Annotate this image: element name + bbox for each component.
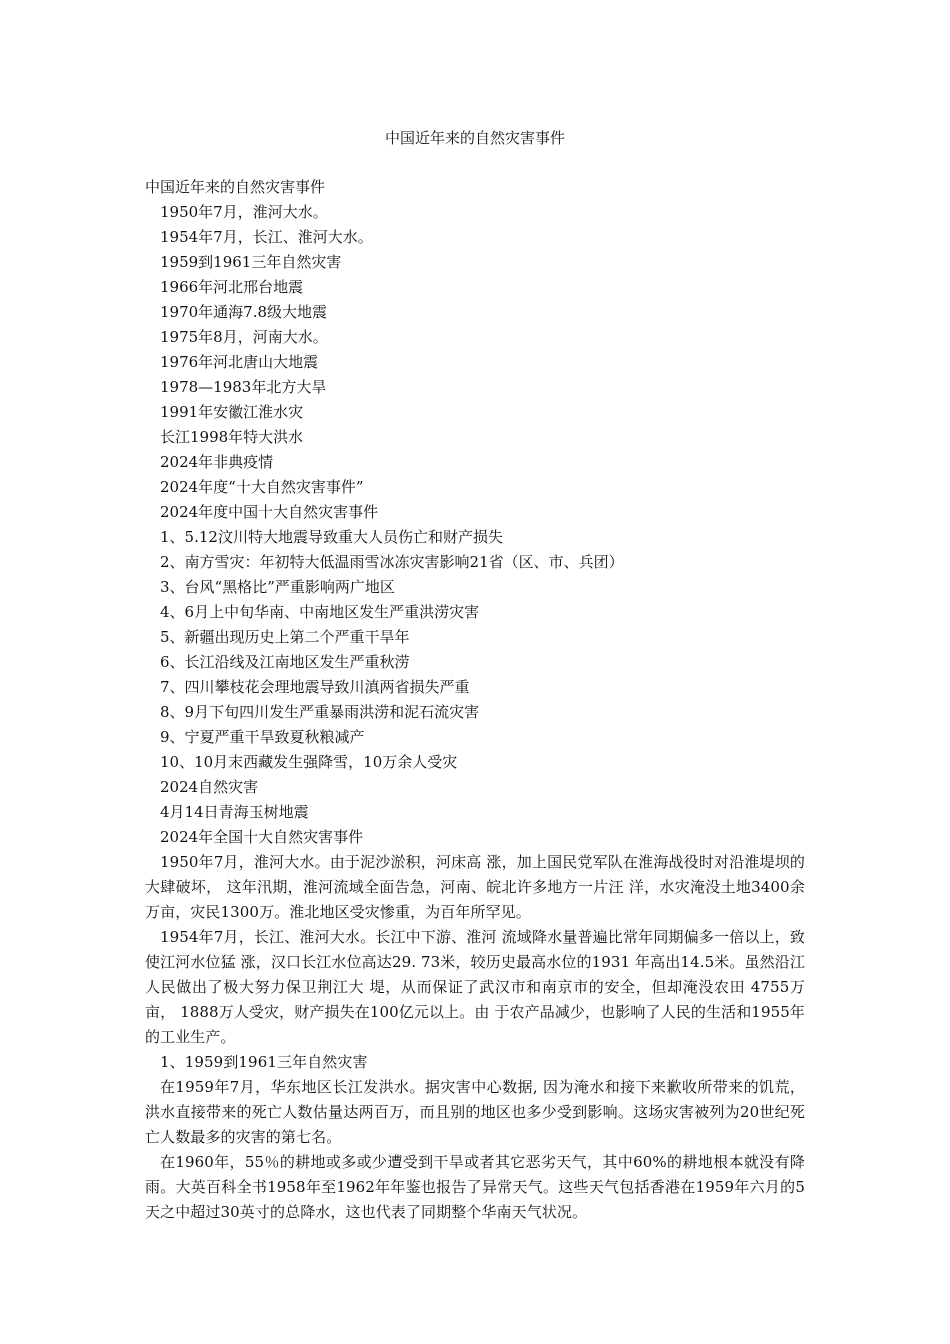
list-item: 9、宁夏严重干旱致夏秋粮减产 xyxy=(160,728,365,746)
list-item: 4、6月上中旬华南、中南地区发生严重洪涝灾害 xyxy=(160,603,480,621)
paragraph: 1950年7月，淮河大水。由于泥沙淤积，河床高 涨，加上国民党军队在淮海战役时对沿淮堤坝的大肆破坏， 这年汛期，淮河流域全面告急，河南、皖北许多地方一片汪 洋，水灾淹没土地3400余万亩，灾民1300万。淮北地区受灾惨重，为百年所罕见。 xyxy=(145,853,805,921)
list-item: 2024自然灾害 xyxy=(160,778,259,796)
list-item: 10、10月末西藏发生强降雪，10万余人受灾 xyxy=(160,753,458,771)
list-item: 长江1998年特大洪水 xyxy=(160,428,304,446)
list-item: 1966年河北邢台地震 xyxy=(160,278,304,296)
document-body xyxy=(145,175,805,1225)
list-item: 1978—1983年北方大旱 xyxy=(160,378,327,396)
document-title: 中国近年来的自然灾害事件 xyxy=(384,129,565,147)
list-item: 7、四川攀枝花会理地震导致川滇两省损失严重 xyxy=(160,678,470,696)
list-item: 2024年非典疫情 xyxy=(160,453,274,471)
list-item: 2024年全国十大自然灾害事件 xyxy=(160,828,364,846)
list-item: 5、新疆出现历史上第二个严重干旱年 xyxy=(160,628,410,646)
paragraph: 1954年7月，长江、淮河大水。长江中下游、淮河 流域降水量普遍比常年同期偏多一倍以上，致使江河水位猛 涨，汉口长江水位高达29. 73米，较历史最高水位的1931 年高出14.5米。虽然沿江人民做出了极大努力保卫荆江大 堤，从而保证了武汉市和南京市的安全，但却淹没农田 4755万亩， 1888万人受灾，财产损失在100亿元以上。由 于农产品减少，也影响了人民的生活和1955年的工业生产。 xyxy=(145,928,805,1046)
list-item: 1976年河北唐山大地震 xyxy=(160,353,319,371)
list-item: 2024年度“十大自然灾害事件” xyxy=(160,478,364,496)
list-item: 2024年度中国十大自然灾害事件 xyxy=(160,503,379,521)
list-item: 1970年通海7.8级大地震 xyxy=(160,303,328,321)
list-item: 1991年安徽江淮水灾 xyxy=(160,403,304,421)
list-item: 1954年7月，长江、淮河大水。 xyxy=(160,228,373,246)
list-item: 3、台风“黑格比”严重影响两广地区 xyxy=(160,578,395,596)
list-item: 6、长江沿线及江南地区发生严重秋涝 xyxy=(160,653,410,671)
list-item: 2、南方雪灾：年初特大低温雨雪冰冻灾害影响21省（区、市、兵团） xyxy=(160,553,624,571)
article-paragraphs xyxy=(145,850,805,1225)
paragraph: 在1959年7月，华东地区长江发洪水。据灾害中心数据, 因为淹水和接下来歉收所带来的饥荒，洪水直接带来的死亡人数估量达两百万，而且别的地区也多少受到影响。这场灾害被列为20世纪死亡人数最多的灾害的第七名。 xyxy=(145,1078,805,1146)
event-list xyxy=(145,200,805,850)
list-item: 1959到1961三年自然灾害 xyxy=(160,253,342,271)
list-item: 8、9月下旬四川发生严重暴雨洪涝和泥石流灾害 xyxy=(160,703,480,721)
list-item: 1950年7月，淮河大水。 xyxy=(160,203,328,221)
paragraph: 1、1959到1961三年自然灾害 xyxy=(160,1053,368,1071)
list-item: 1、5.12汶川特大地震导致重大人员伤亡和财产损失 xyxy=(160,528,503,546)
list-item: 1975年8月，河南大水。 xyxy=(160,328,328,346)
list-item: 4月14日青海玉树地震 xyxy=(160,803,309,821)
paragraph: 在1960年，55％的耕地或多或少遭受到干旱或者其它恶劣天气，其中60%的耕地根本就没有降雨。大英百科全书1958年至1962年年鉴也报告了异常天气。这些天气包括香港在1959年六月的5天之中超过30英寸的总降水，这也代表了同期整个华南天气状况。 xyxy=(145,1153,805,1221)
section-heading: 中国近年来的自然灾害事件 xyxy=(145,178,326,196)
